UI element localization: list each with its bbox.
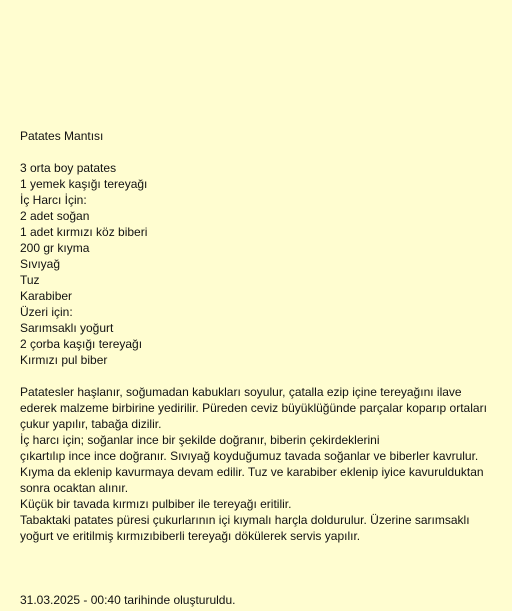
ingredient-item: Sarımsaklı yoğurt [20, 321, 114, 335]
instructions-section [20, 384, 500, 544]
ingredient-item: 2 çorba kaşığı tereyağı [20, 337, 143, 351]
recipe-document [20, 128, 500, 544]
created-timestamp: 31.03.2025 - 00:40 tarihinde oluşturuldu. [20, 593, 236, 607]
ingredient-item: Sıvıyağ [20, 257, 61, 271]
ingredient-section-heading: Üzeri için: [20, 305, 73, 319]
ingredient-item: Kırmızı pul biber [20, 353, 108, 367]
instruction-paragraph: Küçük bir tavada kırmızı pulbiber ile tereyağı eritilir. [20, 497, 292, 511]
recipe-title: Patates Mantısı [20, 129, 104, 143]
ingredient-section-heading: İç Harcı İçin: [20, 193, 87, 207]
ingredient-item: Karabiber [20, 289, 73, 303]
ingredient-item: 1 yemek kaşığı tereyağı [20, 177, 148, 191]
ingredient-item: 3 orta boy patates [20, 161, 117, 175]
instruction-paragraph: Patatesler haşlanır, soğumadan kabukları soyulur, çatalla ezip içine tereyağını ilave ederek malzeme birbirine yedirilir. Püreden ceviz büyüklüğünde parçalar koparıp ortaları çukur yapılır, tabağa dizilir. [20, 385, 487, 431]
ingredient-item: 1 adet kırmızı köz biberi [20, 225, 148, 239]
ingredient-item: Tuz [20, 273, 40, 287]
ingredient-item: 200 gr kıyma [20, 241, 90, 255]
instruction-paragraph: İç harcı için; soğanlar ince bir şekilde doğranır, biberin çekirdeklerini [20, 433, 380, 447]
ingredient-item: 2 adet soğan [20, 209, 90, 223]
instruction-paragraph: çıkartılıp ince ince doğranır. Sıvıyağ koyduğumuz tavada soğanlar ve biberler kavrulur. Kıyma da eklenip kavurmaya devam edilir. Tuz ve karabiber eklenip iyice kavurulduktan sonra ocaktan alınır. [20, 449, 484, 495]
instruction-paragraph: Tabaktaki patates püresi çukurlarının içi kıymalı harçla doldurulur. Üzerine sarımsaklı yoğurt ve eritilmiş kırmızıbiberli tereyağı dökülerek servis yapılır. [20, 513, 470, 543]
ingredient-list [20, 160, 500, 368]
